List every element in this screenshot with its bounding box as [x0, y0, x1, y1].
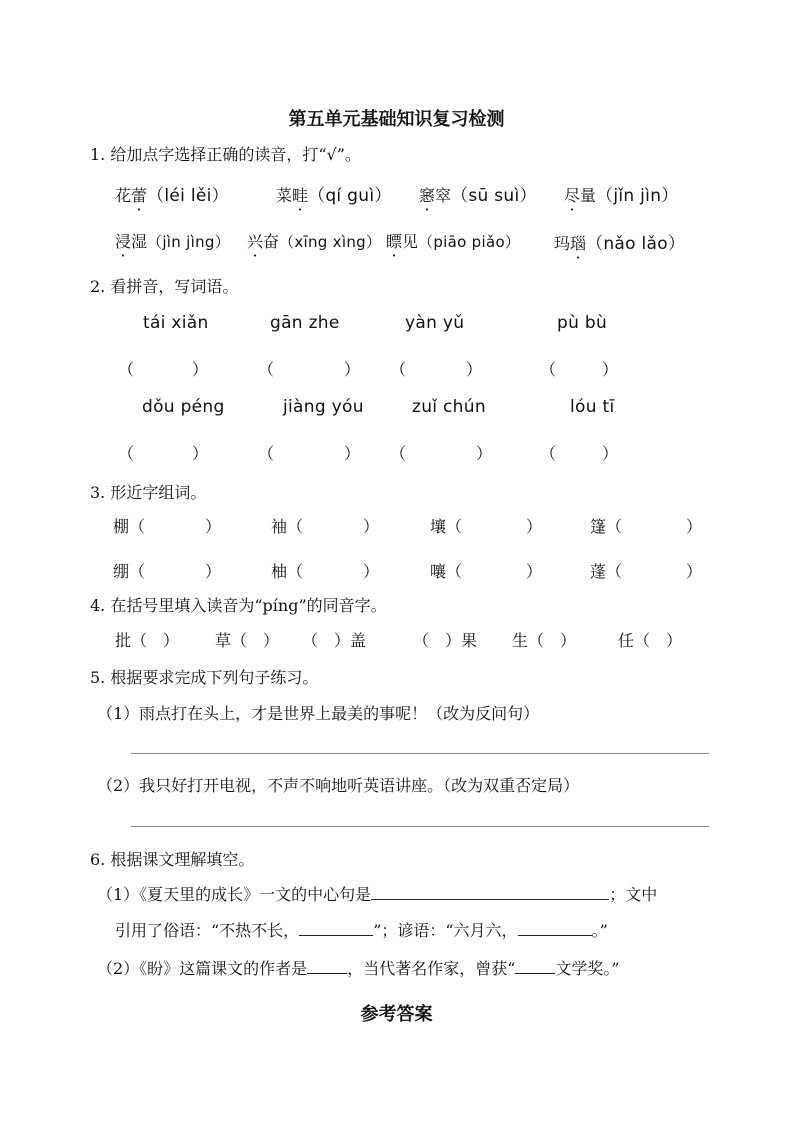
answer-blank[interactable]: （ ） [390, 444, 493, 463]
blank-author[interactable] [307, 959, 347, 974]
word-group-item[interactable]: 袖（ ） [271, 517, 380, 536]
homophone-blank[interactable]: 任（ ） [618, 631, 683, 650]
sentence-2: （2）我只好打开电视，不声不响地听英语讲座。（改为双重否定局） [97, 776, 580, 795]
homophone-blank[interactable]: 草（ ） [215, 631, 280, 650]
q1-item: 窸窣（sū suì） [419, 186, 537, 206]
blank-central-sentence[interactable] [371, 885, 609, 900]
word-group-item[interactable]: 棚（ ） [113, 517, 222, 536]
question-6-prompt: 6. 根据课文理解填空。 [90, 850, 255, 869]
pinyin-prompt: gān zhe [270, 313, 340, 333]
sentence-1: （1）雨点打在头上，才是世界上最美的事呢！（改为反问句） [97, 704, 540, 723]
pinyin-prompt: yàn yǔ [405, 313, 465, 333]
answer-blank[interactable]: （ ） [118, 360, 209, 379]
page-title: 第五单元基础知识复习检测 [288, 109, 505, 130]
homophone-blank[interactable]: （ ）盖 [302, 631, 367, 650]
word-group-item[interactable]: 嚷（ ） [430, 562, 543, 581]
homophone-blank[interactable]: （ ）果 [413, 631, 478, 650]
q1-item: 浸湿（jìn jìng） [115, 232, 231, 251]
pinyin-prompt: jiàng yóu [283, 397, 364, 417]
q1-item: 瞟见（piāo piǎo） [386, 232, 521, 251]
word-group-item[interactable]: 壤（ ） [430, 517, 543, 536]
word-group-item[interactable]: 篷（ ） [590, 517, 703, 536]
pinyin-prompt: dǒu péng [142, 397, 225, 417]
answer-blank[interactable]: （ ） [118, 444, 209, 463]
question-2-prompt: 2. 看拼音，写词语。 [90, 277, 239, 296]
homophone-blank[interactable]: 批（ ） [115, 631, 180, 650]
question-1-prompt: 1. 给加点字选择正确的读音，打“√”。 [90, 145, 361, 164]
answer-blank[interactable]: （ ） [258, 444, 361, 463]
pinyin-prompt: pù bù [557, 313, 608, 333]
q1-item: 玛瑙（nǎo lǎo） [554, 234, 686, 254]
blank-award[interactable] [515, 959, 555, 974]
q1-item: 菜畦（qí guì） [276, 186, 392, 206]
word-group-item[interactable]: 蓬（ ） [590, 562, 703, 581]
word-group-item[interactable]: 绷（ ） [113, 562, 222, 581]
q1-item: 兴奋（xīng xìng） [247, 232, 382, 251]
answer-blank[interactable]: （ ） [258, 360, 361, 379]
fill-line-2: 引用了俗语：“不热不长， ”；谚语：“六月六， 。” [115, 921, 608, 940]
word-group-item[interactable]: 柚（ ） [271, 562, 380, 581]
pinyin-prompt: lóu tī [570, 397, 615, 417]
fill-line-3: （2）《盼》这篇课文的作者是 ，当代著名作家，曾获“ 文学奖。” [97, 959, 620, 978]
answer-heading: 参考答案 [360, 1004, 433, 1025]
pinyin-prompt: tái xiǎn [143, 313, 209, 333]
q1-item: 尽量（jǐn jìn） [564, 186, 679, 206]
answer-blank[interactable]: （ ） [540, 444, 619, 463]
pinyin-prompt: zuǐ chún [412, 397, 486, 417]
question-5-prompt: 5. 根据要求完成下列句子练习。 [90, 668, 319, 687]
question-4-prompt: 4. 在括号里填入读音为“píng”的同音字。 [90, 596, 387, 615]
blank-saying[interactable] [518, 921, 592, 936]
answer-line-1[interactable] [131, 753, 709, 754]
answer-blank[interactable]: （ ） [390, 360, 483, 379]
answer-blank[interactable]: （ ） [540, 360, 619, 379]
homophone-blank[interactable]: 生（ ） [512, 631, 577, 650]
blank-proverb[interactable] [299, 921, 373, 936]
answer-line-2[interactable] [131, 826, 709, 827]
q1-item: 花蕾（léi lěi） [115, 186, 229, 206]
question-3-prompt: 3. 形近字组词。 [90, 483, 207, 502]
fill-line-1: （1）《夏天里的成长》一文的中心句是 ；文中 [97, 885, 658, 904]
